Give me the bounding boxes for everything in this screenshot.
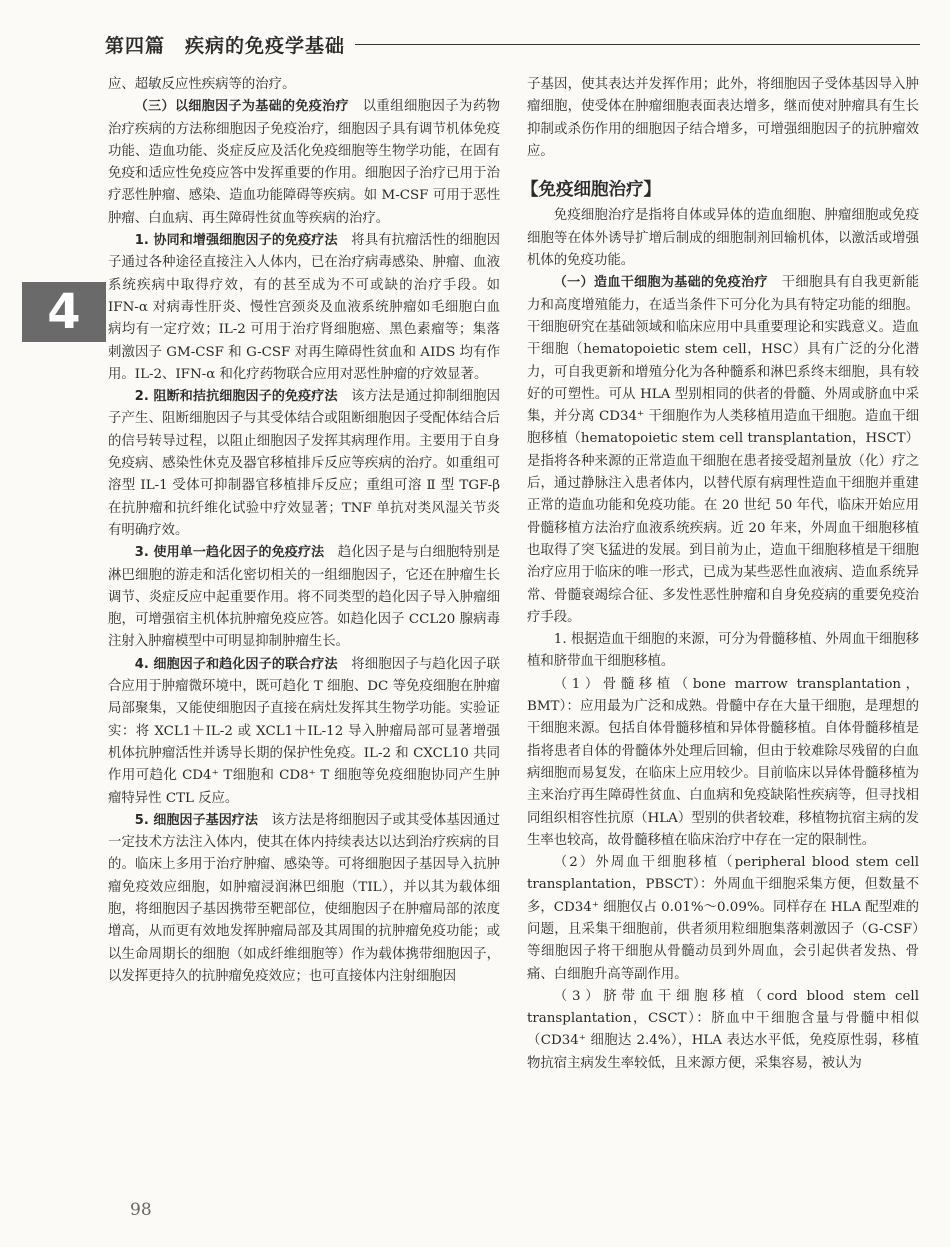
paragraph: 子基因，使其表达并发挥作用；此外，将细胞因子受体基因导入肿瘤细胞，使受体在肿瘤细胞表面表达增多，继而使对肿瘤具有生长抑制或杀伤作用的细胞因子结合增多，可增强细胞因子的抗肿瘤效应。 <box>527 77 919 159</box>
paragraph-text: 趋化因子是与白细胞特别是淋巴细胞的游走和活化密切相关的一组细胞因子，它还在肿瘤生长调节、炎症反应中起重要作用。将不同类型的趋化因子导入肿瘤细胞，可增强宿主机体抗肿瘤免疫应答。如趋化因子 CCL20 腺病毒注射入肿瘤模型中可明显抑制肿瘤生长。 <box>108 545 501 650</box>
paragraph: （1）骨髓移植（bone marrow transplantation，BMT）：应用最为广泛和成熟。骨髓中存在大量干细胞，是理想的干细胞来源。包括自体骨髓移植和异体骨髓移植。自体骨髓移植是指将患者自体的骨髓体外处理后回输，但由于较难除尽残留的白血病细胞而易复发，在临床上应用较少。目前临床以异体骨髓移植为主来治疗再生障碍性贫血、白血病和免疫缺陷性疾病等，但寻找相同组织相容性抗原（HLA）型别的供者较难，移植物抗宿主病的发生率也较高，故骨髓移植在临床治疗中存在一定的限制性。 <box>527 676 919 848</box>
paragraph <box>108 542 500 653</box>
paragraph <box>108 810 500 988</box>
paragraph <box>108 386 500 542</box>
subheading: 4. 细胞因子和趋化因子的联合疗法 <box>134 656 338 672</box>
chapter-tab: 4 <box>22 282 106 342</box>
header-rule <box>355 44 920 45</box>
paragraph: 1. 根据造血干细胞的来源，可分为骨髓移植、外周血干细胞移植和脐带血干细胞移植。 <box>527 632 919 670</box>
subheading: 5. 细胞因子基因疗法 <box>134 812 258 828</box>
subheading: （三）以细胞因子为基础的免疫治疗 <box>134 99 349 115</box>
paragraph <box>108 654 500 810</box>
paragraph: （3）脐带血干细胞移植（cord blood stem cell transplantation，CSCT）：脐血中干细胞含量与骨髓中相似（CD34⁺ 细胞达 2.4%），HLA 表达水平低，免疫原性弱，移植物抗宿主病发生率较低，且来源方便，采集容易，被认为 <box>527 988 919 1071</box>
paragraph: （2）外周血干细胞移植（peripheral blood stem cell transplantation，PBSCT）：外周血干细胞采集方便，但数量不多，CD34⁺ 细胞仅占 0.01%～0.09%。同样存在 HLA 配型难的问题，且采集干细胞前，供者须用粒细胞集落刺激因子（G-CSF）等细胞因子将干细胞从骨髓动员到外周血，会引起供者发热、骨痛、白细胞升高等副作用。 <box>527 855 919 982</box>
part-title: 第四篇 疾病的免疫学基础 <box>105 34 346 57</box>
paragraph-text: 以重组细胞因子为药物治疗疾病的方法称细胞因子免疫治疗，细胞因子具有调节机体免疫功能、造血功能、炎症反应及活化免疫细胞等生物学功能，在固有免疫和适应性免疫应答中发挥重要的作用。细胞因子治疗已用于治疗恶性肿瘤、感染、造血功能障碍等疾病。如 M-CSF 可用于恶性肿瘤、白血病、再生障碍性贫血等疾病的治疗。 <box>108 99 500 226</box>
running-header <box>105 30 920 58</box>
subheading: 3. 使用单一趋化因子的免疫疗法 <box>134 545 325 561</box>
paragraph: 应、超敏反应性疾病等的治疗。 <box>108 77 296 92</box>
paragraph <box>527 272 919 629</box>
paragraph <box>108 230 500 386</box>
paragraph-text: 该方法是将细胞因子或其受体基因通过一定技术方法注入体内，使其在体内持续表达以达到治疗疾病的目的。临床上多用于治疗肿瘤、感染等。可将细胞因子基因导入抗肿瘤免疫效应细胞，如肿瘤浸润淋巴细胞（TIL），并以其为载体细胞，将细胞因子基因携带至靶部位，使细胞因子在肿瘤局部的浓度增高，从而更有效地发挥肿瘤局部及其周围的抗肿瘤免疫功能；或以生命周期长的细胞（如成纤维细胞等）作为载体携带细胞因子，以发挥更持久的抗肿瘤免疫效应；也可直接体内注射细胞因 <box>108 812 501 984</box>
paragraph-text: 将细胞因子与趋化因子联合应用于肿瘤微环境中，既可趋化 T 细胞、DC 等免疫细胞在肿瘤局部聚集，又能使细胞因子直接在病灶发挥其生物学功能。实验证实：将 XCL1＋IL-2 或 XCL1＋IL-12 导入肿瘤局部可显著增强机体抗肿瘤活性并诱导长期的保护性免疫。IL-2 和 CXCL10 共同作用可趋化 CD4⁺ T细胞和 CD8⁺ T 细胞等免疫细胞协同产生肿瘤特异性 CTL 反应。 <box>108 656 501 806</box>
page-number: 98 <box>130 1200 152 1220</box>
paragraph-text: 该方法是通过抑制细胞因子产生、阻断细胞因子与其受体结合或阻断细胞因子受配体结合后的信号转导过程，以阻止细胞因子发挥其病理作用。主要用于自身免疫病、感染性休克及器官移植排斥反应等疾病的治疗。如重组可溶型 IL-1 受体可抑制器官移植排斥反应；重组可溶 Ⅱ 型 TGF-β 在抗肿瘤和抗纤维化试验中疗效显著；TNF 单抗对类风湿关节炎有明确疗效。 <box>108 389 501 538</box>
paragraph <box>108 96 500 230</box>
right-column <box>521 74 919 1075</box>
subheading: 2. 阻断和拮抗细胞因子的免疫疗法 <box>134 389 338 405</box>
paragraph-text: 将具有抗瘤活性的细胞因子通过各种途径直接注入人体内，已在治疗病毒感染、肿瘤、血液系统疾病中取得疗效，有的甚至成为不可或缺的治疗手段。如 IFN-α 对病毒性肝炎、慢性宫颈炎及血液系统肿瘤如毛细胞白血病均有一定疗效；IL-2 可用于治疗肾细胞癌、黑色素瘤等；集落刺激因子 GM-CSF 和 G-CSF 对再生障碍性贫血和 AIDS 均有作用。IL-2、IFN-α 和化疗药物联合应用对恶性肿瘤的疗效显著。 <box>108 233 501 382</box>
section-heading: 【免疫细胞治疗】 <box>521 180 661 201</box>
paragraph-text: 干细胞具有自我更新能力和高度增殖能力，在适当条件下可分化为具有特定功能的细胞。干细胞研究在基础领域和临床应用中具重要理论和实践意义。造血干细胞（hematopoietic stem cell，HSC）具有广泛的分化潜力，可自我更新和增殖分化为各种髓系和淋巴系终末细胞，具有较好的可塑性。可从 HLA 型别相同的供者的骨髓、外周或脐血中采集，并分离 CD34⁺ 干细胞作为人类移植用造血干细胞。造血干细胞移植（hematopoietic stem cell transplantation，HSCT）是指将各种来源的正常造血干细胞在患者接受超剂量放（化）疗之后，通过静脉注入患者体内，以替代原有病理性造血干细胞并重建正常的造血功能和免疫功能。在 20 世纪 50 年代，临床开始应用骨髓移植方法治疗血液系统疾病。近 20 年来，外周血干细胞移植也取得了突飞猛进的发展。到目前为止，造血干细胞移植是干细胞治疗应用于临床的唯一形式，已成为某些恶性血液病、造血系统异常、骨髓衰竭综合征、多发性恶性肿瘤和自身免疫病的重要免疫治疗手段。 <box>527 275 919 625</box>
subheading: （一）造血干细胞为基础的免疫治疗 <box>553 275 768 291</box>
paragraph: 免疫细胞治疗是指将自体或异体的造血细胞、肿瘤细胞或免疫细胞等在体外诱导扩增后制成的细胞制剂回输机体，以激活或增强机体的免疫功能。 <box>527 208 919 269</box>
subheading: 1. 协同和增强细胞因子的免疫疗法 <box>134 233 338 249</box>
left-column <box>108 74 500 988</box>
